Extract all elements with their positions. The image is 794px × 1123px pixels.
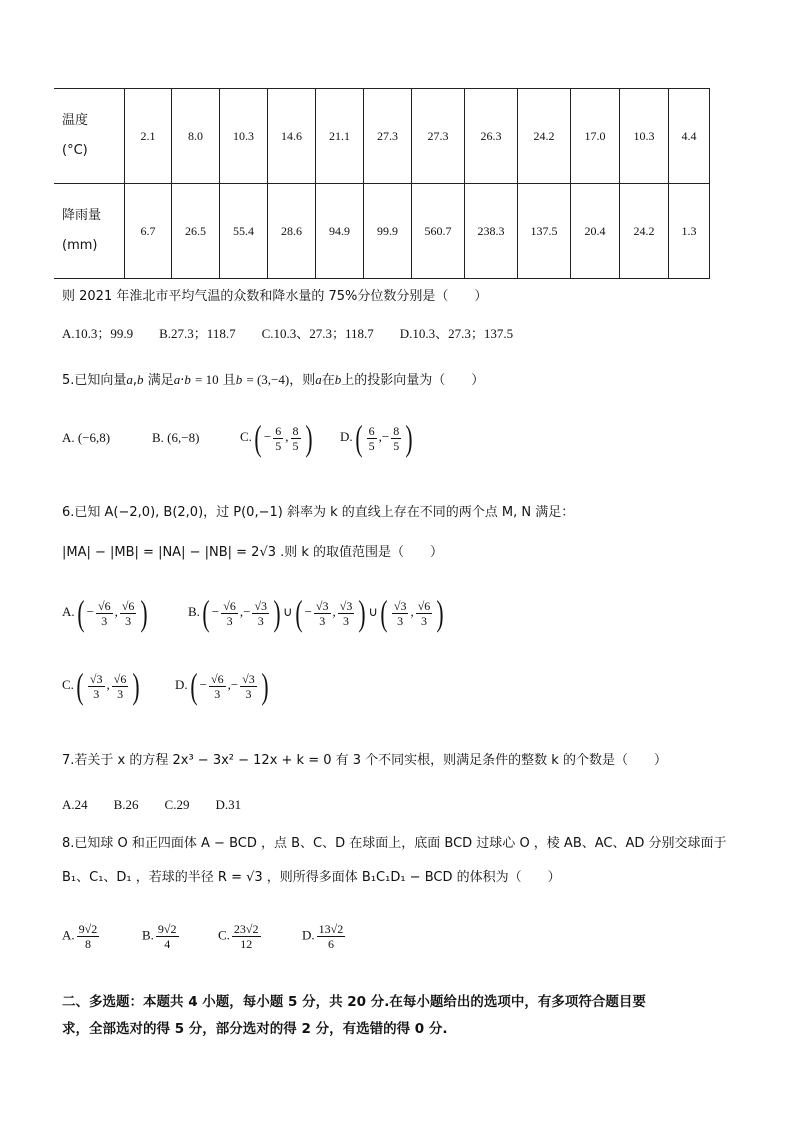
table-cell: 94.9: [316, 184, 364, 279]
table-cell: 8.0: [172, 89, 220, 184]
table-cell: 6.7: [125, 184, 172, 279]
question-5-stem: 5.已知向量a,b 满足a·b = 10 且b = (3,−4)，则a在b上的投影向量为（ ）: [62, 372, 485, 388]
table-cell: 21.1: [316, 89, 364, 184]
table-row-rainfall: [54, 184, 710, 279]
question-5-option-b: B. (6,−8): [152, 430, 200, 445]
question-5-option-c: C.( − $\frac{6}{5}$ , $\frac{8}{5}$ ): [240, 418, 313, 458]
table-cell: 99.9: [364, 184, 412, 279]
question-6-option-c: C.( $\frac{√3}{3}$ , $\frac{√6}{3}$ ): [62, 666, 140, 706]
table-cell: 55.4: [220, 184, 268, 279]
table-cell: 137.5: [518, 184, 571, 279]
table-cell: 10.3: [620, 89, 669, 184]
table-cell: 26.3: [465, 89, 518, 184]
table-cell: 560.7: [412, 184, 465, 279]
question-5-option-d: D.( $\frac{6}{5}$ ,− $\frac{8}{5}$ ): [340, 418, 413, 458]
table-cell: 27.3: [364, 89, 412, 184]
table-cell: 17.0: [571, 89, 620, 184]
climate-table: [54, 88, 710, 279]
question-8-option-d: D. $\frac{13√2}{6}$: [302, 922, 344, 951]
table-cell: 24.2: [620, 184, 669, 279]
table-cell: 26.5: [172, 184, 220, 279]
question-8-option-a: A. $\frac{9√2}{8}$: [62, 922, 98, 951]
question-7-stem: 7.若关于 x 的方程 2x³ − 3x² − 12x + k = 0 有 3 个不同实根，则满足条件的整数 k 的个数是（ ）: [62, 753, 667, 768]
question-6-option-d: D.( − $\frac{√6}{3}$ ,− $\frac{√3}{3}$ ): [175, 666, 269, 706]
table-cell: 14.6: [268, 89, 316, 184]
table-cell: 10.3: [220, 89, 268, 184]
table-cell: 27.3: [412, 89, 465, 184]
table-cell: 2.1: [125, 89, 172, 184]
section-2-heading-line2: 求，全部选对的得 5 分，部分选对的得 2 分，有选错的得 0 分.: [62, 1021, 448, 1037]
table-cell: 20.4: [571, 184, 620, 279]
question-8-option-b: B. $\frac{9√2}{4}$: [142, 922, 177, 951]
row-header-temperature: 温度 (°C): [54, 89, 125, 184]
question-8-stem-line1: 8.已知球 O 和正四面体 A − BCD ，点 B、C、D 在球面上，底面 BCD 过球心 O ，棱 AB、AC、AD 分别交球面于: [62, 836, 727, 851]
question-8-stem-line2: B₁、C₁、D₁ ，若球的半径 R = √3 ，则所得多面体 B₁C₁D₁ − BCD 的体积为（ ）: [62, 870, 561, 885]
question-4-options: A.10.3；99.9 B.27.3；118.7 C.10.3、27.3；118.7 D.10.3、27.3；137.5: [62, 326, 514, 341]
table-cell: 28.6: [268, 184, 316, 279]
table-row-temperature: [54, 89, 710, 184]
question-7-options: A.24 B.26 C.29 D.31: [62, 797, 242, 812]
question-6-option-b: B.( − $\frac{√6}{3}$ ,− $\frac{√3}{3}$ ) ∪( − $\frac{√3}{3}$ , $\frac{√3}{3}$ ) ∪( $\frac{√3}{3}$ , $\frac{√6}{3}$ ): [188, 593, 444, 633]
question-5-option-a: A. (−6,8): [62, 430, 111, 445]
table-cell: 1.3: [669, 184, 710, 279]
question-4-stem: 则 2021 年淮北市平均气温的众数和降水量的 75%分位数分别是（ ）: [62, 289, 488, 304]
question-8-option-c: C. $\frac{23√2}{12}$: [218, 922, 259, 951]
table-cell: 24.2: [518, 89, 571, 184]
section-2-heading-line1: 二、多选题：本题共 4 小题，每小题 5 分，共 20 分.在每小题给出的选项中，有多项符合题目要: [62, 994, 646, 1010]
question-6-option-a: A.( − $\frac{√6}{3}$ , $\frac{√6}{3}$ ): [62, 593, 149, 633]
table-cell: 238.3: [465, 184, 518, 279]
row-header-rainfall: 降雨量 (mm): [54, 184, 125, 279]
question-6-stem-line2: |MA| − |MB| = |NA| − |NB| = 2√3 .则 k 的取值范围是（ ）: [62, 545, 444, 560]
question-6-stem-line1: 6.已知 A(−2,0), B(2,0)，过 P(0,−1) 斜率为 k 的直线上存在不同的两个点 M, N 满足：: [62, 505, 575, 520]
table-cell: 4.4: [669, 89, 710, 184]
